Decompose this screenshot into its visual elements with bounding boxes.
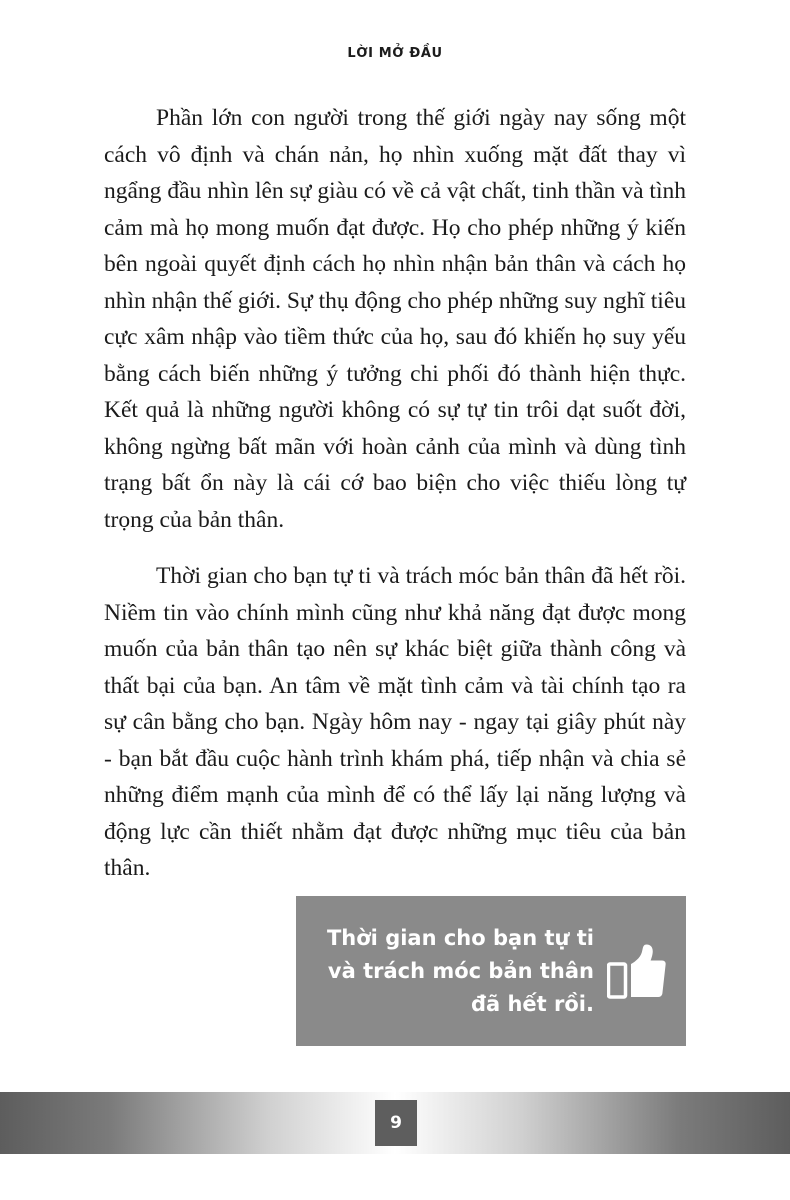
paragraph: Phần lớn con người trong thế giới ngày nay sống một cách vô định và chán nản, họ nhìn xuống mặt đất thay vì ngẩng đầu nhìn lên sự giàu có về cả vật chất, tinh thần và tình cảm mà họ mong muốn đạt được. Họ cho phép những ý kiến bên ngoài quyết định cách họ nhìn nhận bản thân và cách họ nhìn nhận thế giới. Sự thụ động cho phép những suy nghĩ tiêu cực xâm nhập vào tiềm thức của họ, sau đó khiến họ suy yếu bằng cách biến những ý tưởng chi phối đó thành hiện thực. Kết quả là những người không có sự tự tin trôi dạt suốt đời, không ngừng bất mãn với hoàn cảnh của mình và dùng tình trạng bất ổn này là cái cớ bao biện cho việc thiếu lòng tự trọng của bản thân. — [104, 105, 686, 533]
running-head: LỜI MỞ ĐẦU — [347, 46, 443, 61]
pull-quote-text: Thời gian cho bạn tự ti và trách móc bản thân đã hết rồi. — [326, 925, 594, 1016]
paragraph: Thời gian cho bạn tự ti và trách móc bản thân đã hết rồi. Niềm tin vào chính mình cũng như khả năng đạt được mong muốn của bản thân tạo nên sự khác biệt giữa thành công và thất bại của bạn. An tâm về mặt tình cảm và tài chính tạo ra sự cân bằng cho bạn. Ngày hôm nay - ngay tại giây phút này - bạn bắt đầu cuộc hành trình khám phá, tiếp nhận và chia sẻ những điểm mạnh của mình để có thể lấy lại năng lượng và động lực cần thiết nhằm đạt được những mục tiêu của bản thân. — [104, 563, 686, 881]
pull-quote-box — [296, 896, 686, 1046]
thumbs-up-icon — [606, 940, 668, 1002]
page-number: 9 — [390, 1113, 402, 1133]
body-text-column — [104, 100, 686, 887]
bottom-margin — [0, 1154, 790, 1200]
page-number-badge — [375, 1100, 417, 1146]
